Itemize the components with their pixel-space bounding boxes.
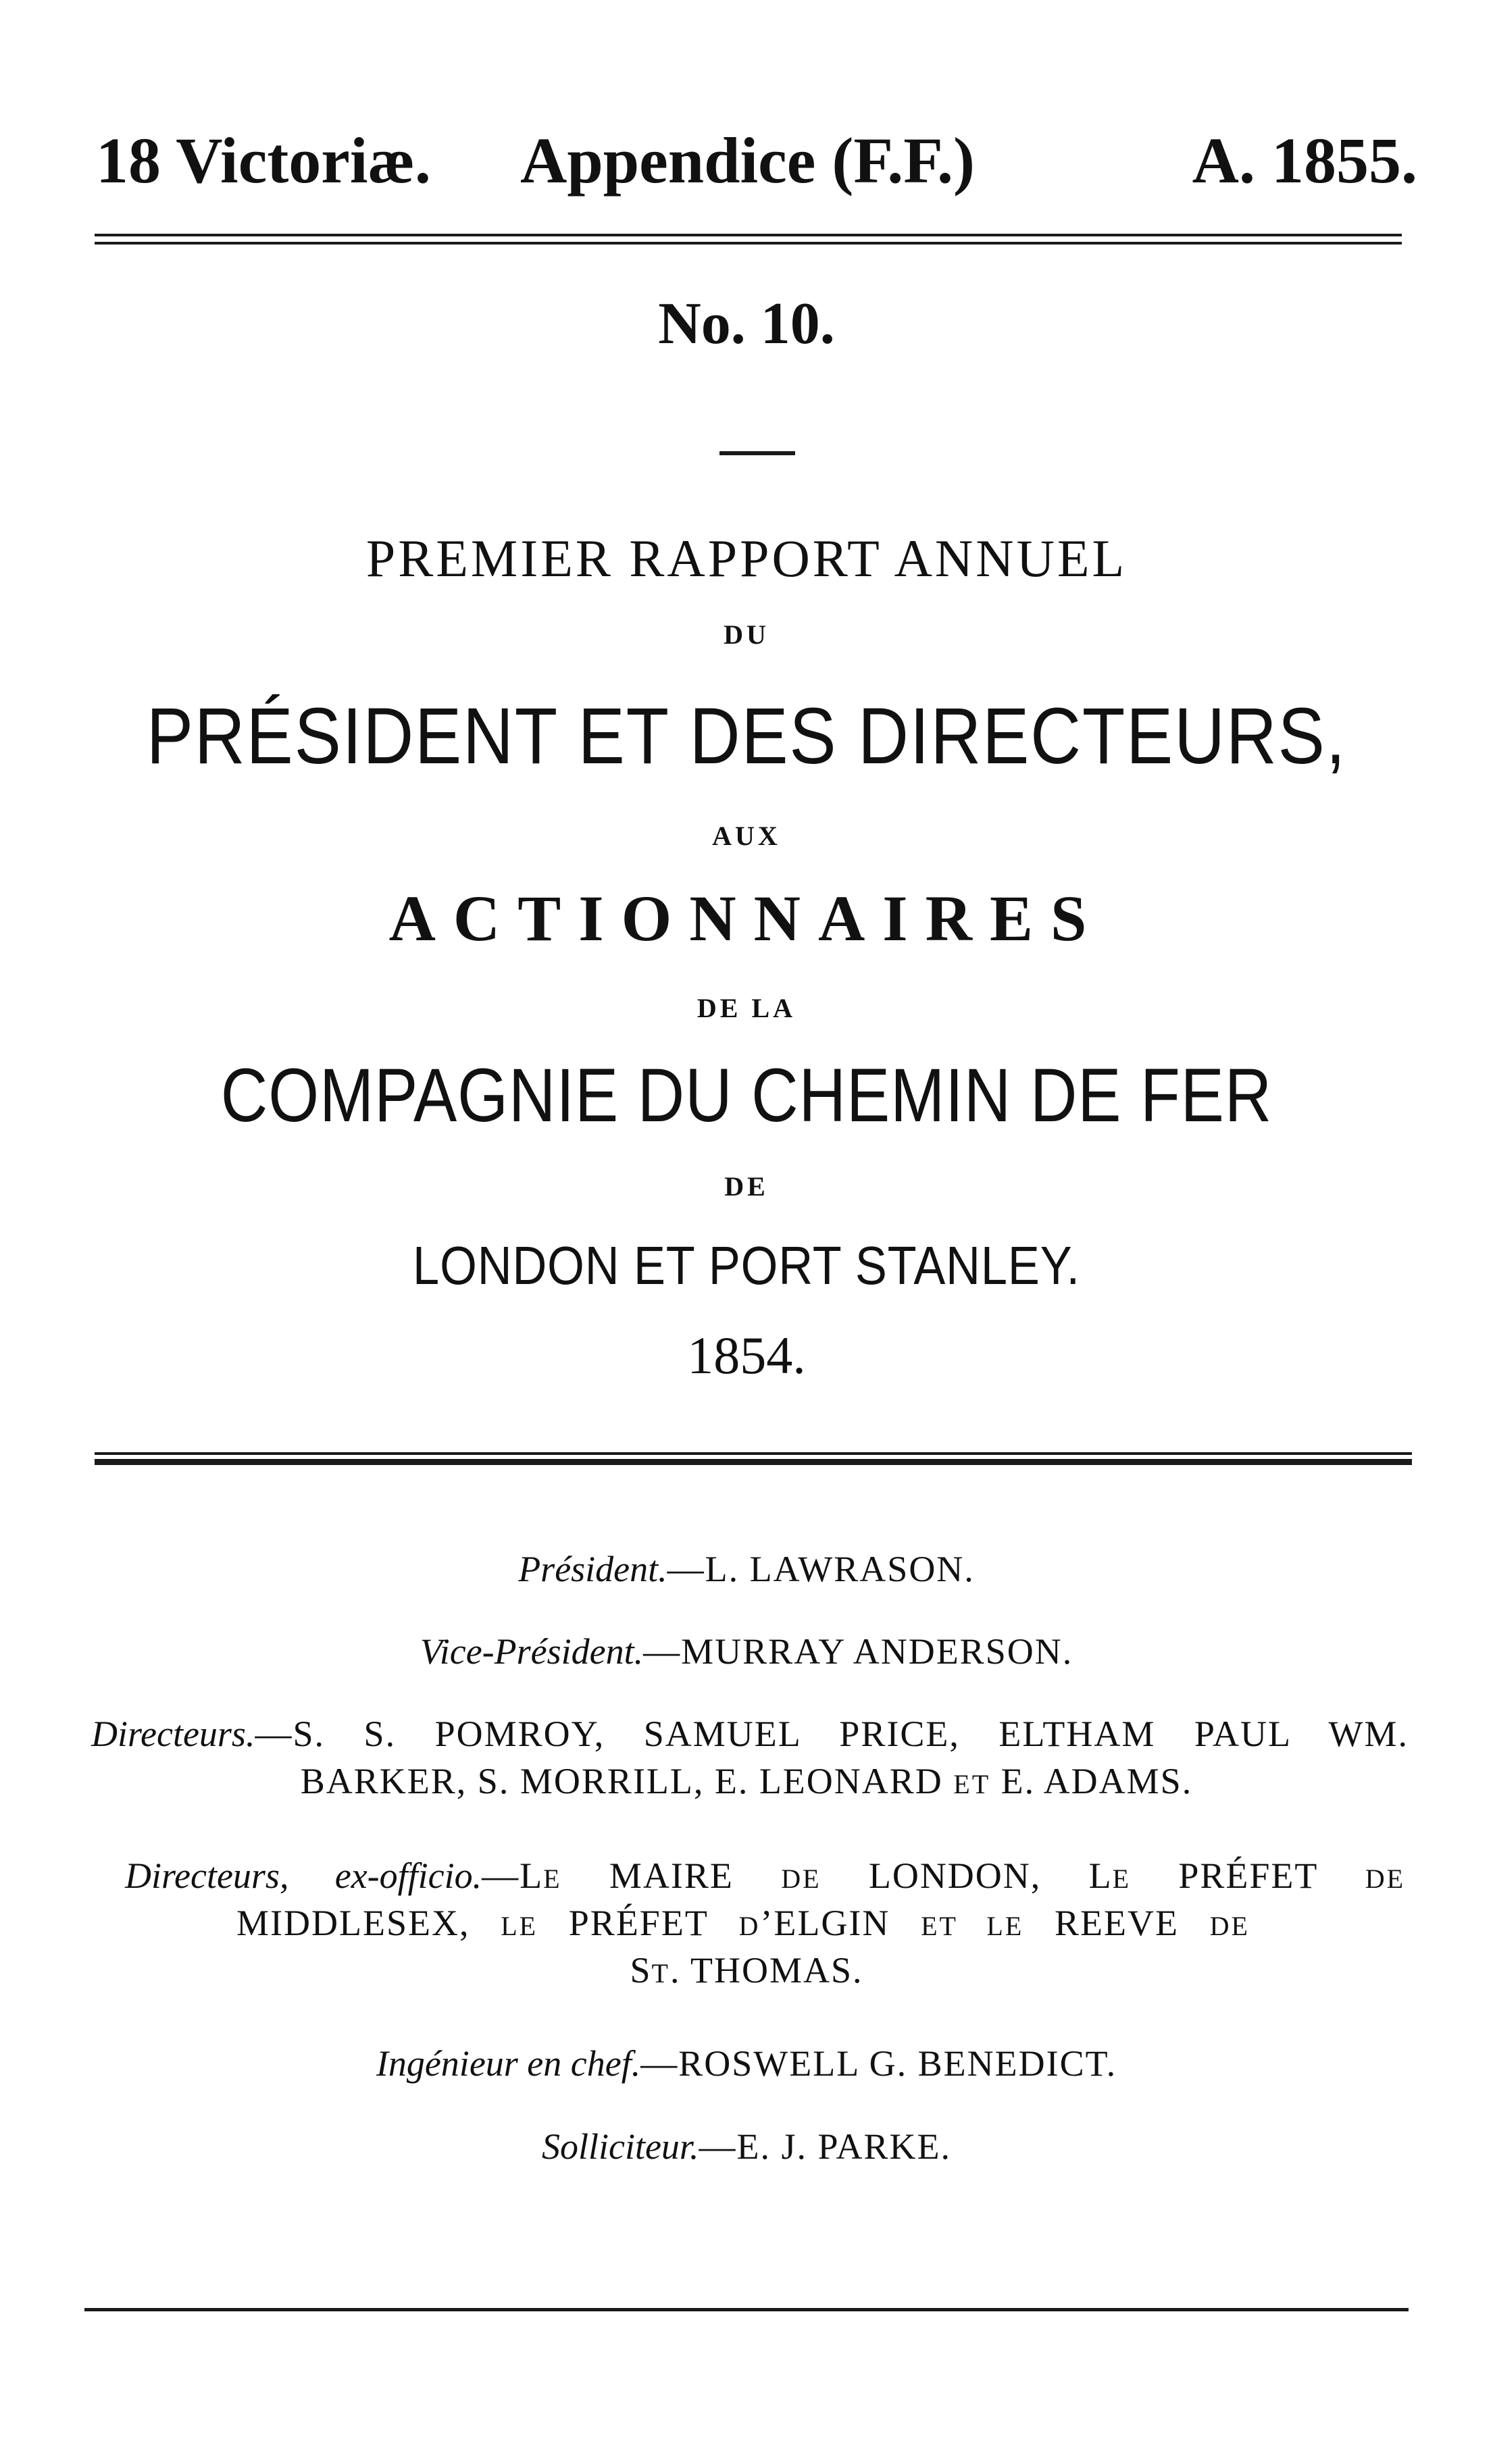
officer-ex-officio-line-1 [125, 1853, 1405, 1901]
text: ET LE [921, 1911, 1024, 1941]
text: DE [1209, 1911, 1250, 1941]
text: E. ADAMS. [990, 1761, 1193, 1801]
text: E [1112, 1864, 1132, 1894]
word: SAMUEL [643, 1714, 801, 1754]
text: MIDDLESEX, [236, 1903, 501, 1943]
running-header-left: 18 Victoriæ. [96, 124, 431, 197]
officer-role: Directeurs. [91, 1714, 255, 1754]
word: —S. [255, 1714, 325, 1754]
title-line-report: PREMIER RAPPORT ANNUEL [365, 529, 1128, 588]
officer-names: —ROSWELL G. BENEDICT. [640, 2043, 1117, 2084]
text: LONDON, L [821, 1855, 1113, 1896]
word: PRICE, [839, 1714, 960, 1754]
text: BARKER, S. MORRILL, E. LEONARD [300, 1761, 954, 1801]
officer-names: —E. J. PARKE. [699, 2126, 952, 2167]
document-number: No. 10. [658, 291, 835, 357]
officer-role: Président. [518, 1549, 667, 1589]
word: PAUL [1194, 1714, 1290, 1754]
officer-ex-officio-line-2 [236, 1901, 1250, 1949]
title-line-railway-name: LONDON ET PORT STANLEY. [413, 1235, 1080, 1295]
running-header-right: A. 1855. [1192, 124, 1417, 197]
footer-rule [84, 2308, 1409, 2311]
officer-role: Solliciteur. [541, 2126, 699, 2167]
title-line-shareholders: ACTIONNAIRES [388, 882, 1105, 954]
word: ELTHAM [998, 1714, 1156, 1754]
officer-names: —L. LAWRASON. [667, 1549, 975, 1589]
section-rule-top [95, 1452, 1412, 1455]
text: PRÉFET [1131, 1855, 1365, 1896]
word: POMROY, [434, 1714, 605, 1754]
section-rule-bottom [95, 1459, 1412, 1465]
officer-vice-president [0, 1629, 1493, 1674]
officer-role: Ingénieur en chef. [376, 2043, 641, 2084]
officer-ex-officio-line-3 [0, 1948, 1493, 1996]
officer-directors-line-1 [91, 1712, 1409, 1756]
officer-solicitor [0, 2124, 1493, 2169]
word: S. [363, 1714, 397, 1754]
text: REEVE [1023, 1903, 1210, 1943]
text: PRÉFET [538, 1903, 739, 1943]
header-rule-bottom [95, 242, 1402, 245]
title-line-company: COMPAGNIE DU CHEMIN DE FER [220, 1053, 1273, 1137]
officer-president [0, 1547, 1493, 1591]
text: DE [1365, 1864, 1406, 1894]
text: —L [482, 1855, 544, 1896]
text: MAIRE [561, 1855, 782, 1896]
text: T [651, 1958, 670, 1988]
text: D [738, 1911, 761, 1941]
officer-role: Directeurs, ex-officio. [125, 1855, 482, 1896]
text: LE [501, 1911, 538, 1941]
text: S [630, 1950, 652, 1991]
title-line-president-directors: PRÉSIDENT ET DES DIRECTEURS, [146, 692, 1347, 781]
header-rule-top [95, 234, 1402, 236]
short-divider [719, 451, 795, 455]
officer-names: —MURRAY ANDERSON. [643, 1631, 1073, 1672]
officer-chief-engineer [0, 2041, 1493, 2086]
title-connector-de-la: DE LA [697, 993, 796, 1023]
officer-directors-line-2 [0, 1759, 1493, 1807]
title-connector-aux: AUX [712, 821, 781, 851]
text: . THOMAS. [669, 1950, 863, 1991]
text: ET [953, 1769, 991, 1799]
title-connector-de: DE [724, 1171, 769, 1202]
text: E [543, 1864, 562, 1894]
title-year: 1854. [687, 1326, 806, 1385]
title-connector-du: DU [724, 619, 769, 650]
text: DE [781, 1864, 821, 1894]
word: WM. [1328, 1714, 1409, 1754]
text: ’ELGIN [760, 1903, 921, 1943]
officer-role: Vice-Président. [420, 1631, 644, 1672]
running-header-center: Appendice (F.F.) [520, 124, 975, 197]
